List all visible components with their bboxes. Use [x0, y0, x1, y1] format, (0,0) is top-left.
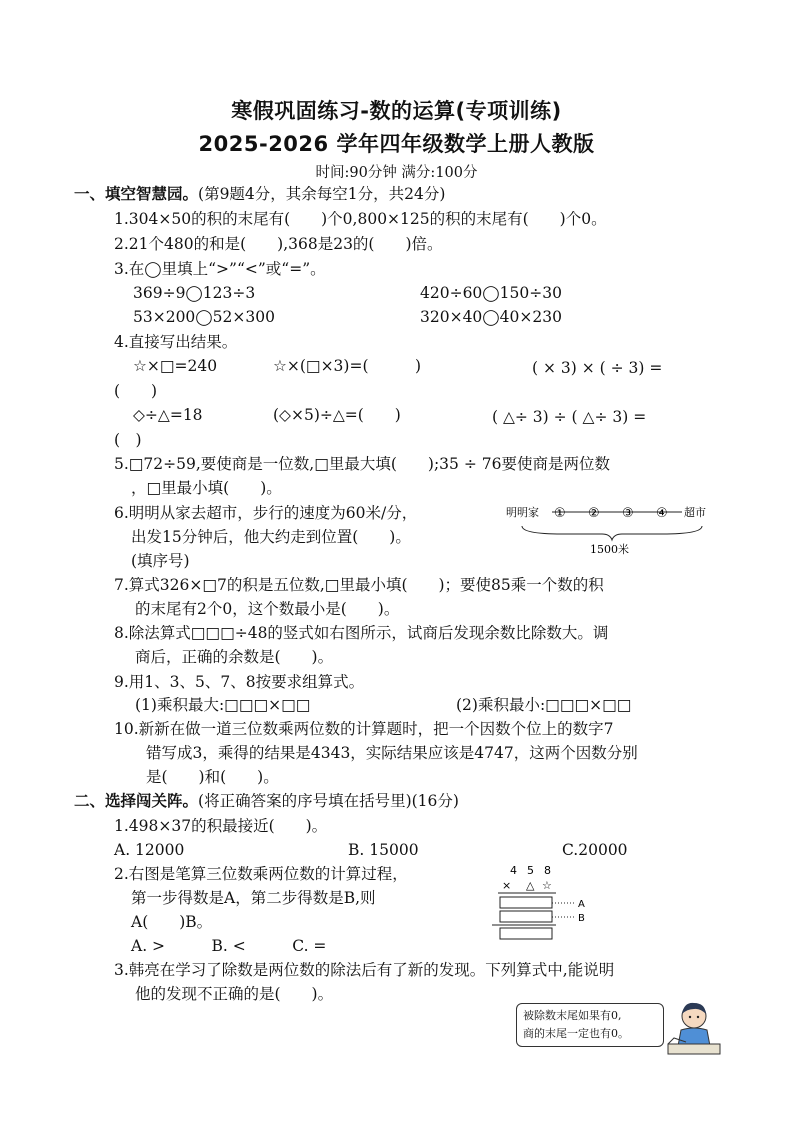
section1-heading-row — [74, 184, 445, 204]
diagram-brace — [522, 526, 702, 540]
distance-diagram — [502, 500, 722, 558]
s1-q6a: 6.明明从家去超市，步行的速度为60米/分， — [114, 504, 418, 522]
fig-box-a — [500, 897, 552, 908]
section1-heading: 一、填空智慧园。 — [74, 185, 199, 203]
diagram-point-1: ① — [554, 506, 566, 521]
fig-label-a: A — [578, 899, 585, 910]
section1-note: (第9题4分，其余每空1分，共24分) — [198, 185, 446, 203]
boy-desk — [668, 1044, 720, 1054]
fig-triangle: △ — [526, 879, 535, 892]
s1-q6c: (填序号) — [131, 552, 190, 570]
boy-illustration — [664, 1000, 724, 1058]
s1-q10a: 10.新新在做一道三位数乘两位数的计算题时，把一个因数个位上的数字7 — [114, 720, 614, 738]
s1-q6b: 出发15分钟后，他大约走到位置( )。 — [131, 528, 411, 546]
s1-q7a: 7.算式326×□7的积是五位数,□里最小填( )；要使85乘一个数的积 — [114, 576, 604, 594]
diagram-start-label: 明明家 — [506, 506, 539, 519]
exam-meta: 时间:90分钟 满分:100分 — [315, 165, 478, 181]
diagram-point-4: ④ — [656, 506, 668, 521]
s1-q8b: 商后，正确的余数是( )。 — [135, 648, 334, 666]
bubble-line-2: 商的末尾一定也有0。 — [523, 1027, 629, 1040]
s1-q2: 2.21个480的和是( ),368是23的( )倍。 — [114, 235, 443, 253]
s1-q4d: ◇÷△=18 — [133, 406, 203, 424]
section2-heading-row — [74, 791, 459, 811]
s1-q5a: 5.□72÷59,要使商是一位数,□里最大填( );35 ÷ 76要使商是两位数 — [114, 455, 610, 473]
s1-q3c: 53×200◯52×300 — [133, 308, 275, 326]
s1-q4f: ( △÷ 3) ÷ ( △÷ 3) = — [492, 408, 647, 426]
fig-box-result — [500, 928, 552, 939]
s2-q1: 1.498×37的积最接近( )。 — [114, 817, 328, 835]
speech-bubble — [516, 1003, 664, 1047]
s2-q2b: 第一步得数是A，第二步得数是B,则 — [131, 889, 376, 907]
s1-q4c: ( × 3) × ( ÷ 3) = — [532, 359, 663, 377]
s1-q3a: 369÷9◯123÷3 — [133, 284, 256, 302]
diagram-end-label: 超市 — [684, 506, 706, 519]
s1-q3: 3.在◯里填上“>”“<”或“=”。 — [114, 260, 326, 278]
s1-q10c: 是( )和( )。 — [146, 768, 279, 786]
page-subtitle: 2025-2026 学年四年级数学上册人教版 — [198, 132, 595, 156]
s2-q1-option-b: B. 15000 — [348, 841, 419, 859]
s1-q4c-answer: ( ) — [114, 382, 158, 400]
fig-star: ☆ — [542, 879, 552, 892]
s2-q2-options: A. > B. < C. = — [131, 937, 327, 955]
s1-q4e: (◇×5)÷△=( ) — [273, 406, 401, 424]
s1-q4: 4.直接写出结果。 — [114, 333, 238, 351]
bubble-line-1: 被除数末尾如果有0, — [523, 1009, 622, 1022]
vertical-multiplication-figure — [490, 860, 600, 942]
s2-q2c: A( )B。 — [131, 913, 213, 931]
s2-q1-option-c: C.20000 — [562, 841, 628, 859]
s1-q5b: ，□里最小填( )。 — [131, 479, 282, 497]
diagram-point-2: ② — [588, 506, 600, 521]
s2-q2a: 2.右图是笔算三位数乘两位数的计算过程， — [114, 865, 408, 883]
s2-q3b: 他的发现不正确的是( )。 — [135, 985, 334, 1003]
boy-shirt — [678, 1028, 710, 1046]
section2-heading: 二、选择闯关阵。 — [74, 792, 199, 810]
boy-eye-left — [689, 1016, 691, 1018]
fig-label-b: B — [578, 913, 585, 924]
fig-digit-3: 8 — [544, 864, 551, 877]
fig-times-sign: × — [502, 879, 512, 892]
s1-q3d: 320×40◯40×230 — [420, 308, 562, 326]
s1-q9: 9.用1、3、5、7、8按要求组算式。 — [114, 673, 365, 691]
s1-q3b: 420÷60◯150÷30 — [420, 284, 562, 302]
diagram-point-3: ③ — [622, 506, 634, 521]
s1-q9a: (1)乘积最大:□□□×□□ — [135, 696, 311, 714]
fig-box-b — [500, 911, 552, 922]
s1-q9b: (2)乘积最小:□□□×□□ — [456, 696, 632, 714]
s2-q3a: 3.韩亮在学习了除数是两位数的除法后有了新的发现。下列算式中,能说明 — [114, 961, 615, 979]
s1-q4a: ☆×□=240 — [133, 357, 218, 375]
s1-q4b: ☆×(□×3)=( ) — [273, 357, 422, 375]
boy-eye-right — [697, 1016, 699, 1018]
fig-digit-1: 4 — [510, 864, 517, 877]
s1-q1: 1.304×50的积的末尾有( )个0,800×125的积的末尾有( )个0。 — [114, 210, 607, 228]
s1-q10b: 错写成3，乘得的结果是4343，实际结果应该是4747，这两个因数分别 — [146, 744, 638, 762]
s2-q1-option-a: A. 12000 — [114, 841, 185, 859]
section2-note: (将正确答案的序号填在括号里)(16分) — [198, 792, 459, 810]
diagram-distance-label: 1500米 — [590, 543, 629, 556]
page-title: 寒假巩固练习-数的运算(专项训练) — [231, 99, 562, 123]
fig-digit-2: 5 — [527, 864, 534, 877]
s1-q7b: 的末尾有2个0，这个数最小是( )。 — [135, 600, 400, 618]
s1-q8a: 8.除法算式□□□÷48的竖式如右图所示，试商后发现余数比除数大。调 — [114, 624, 609, 642]
s1-q4f-answer: ( ) — [114, 431, 142, 449]
